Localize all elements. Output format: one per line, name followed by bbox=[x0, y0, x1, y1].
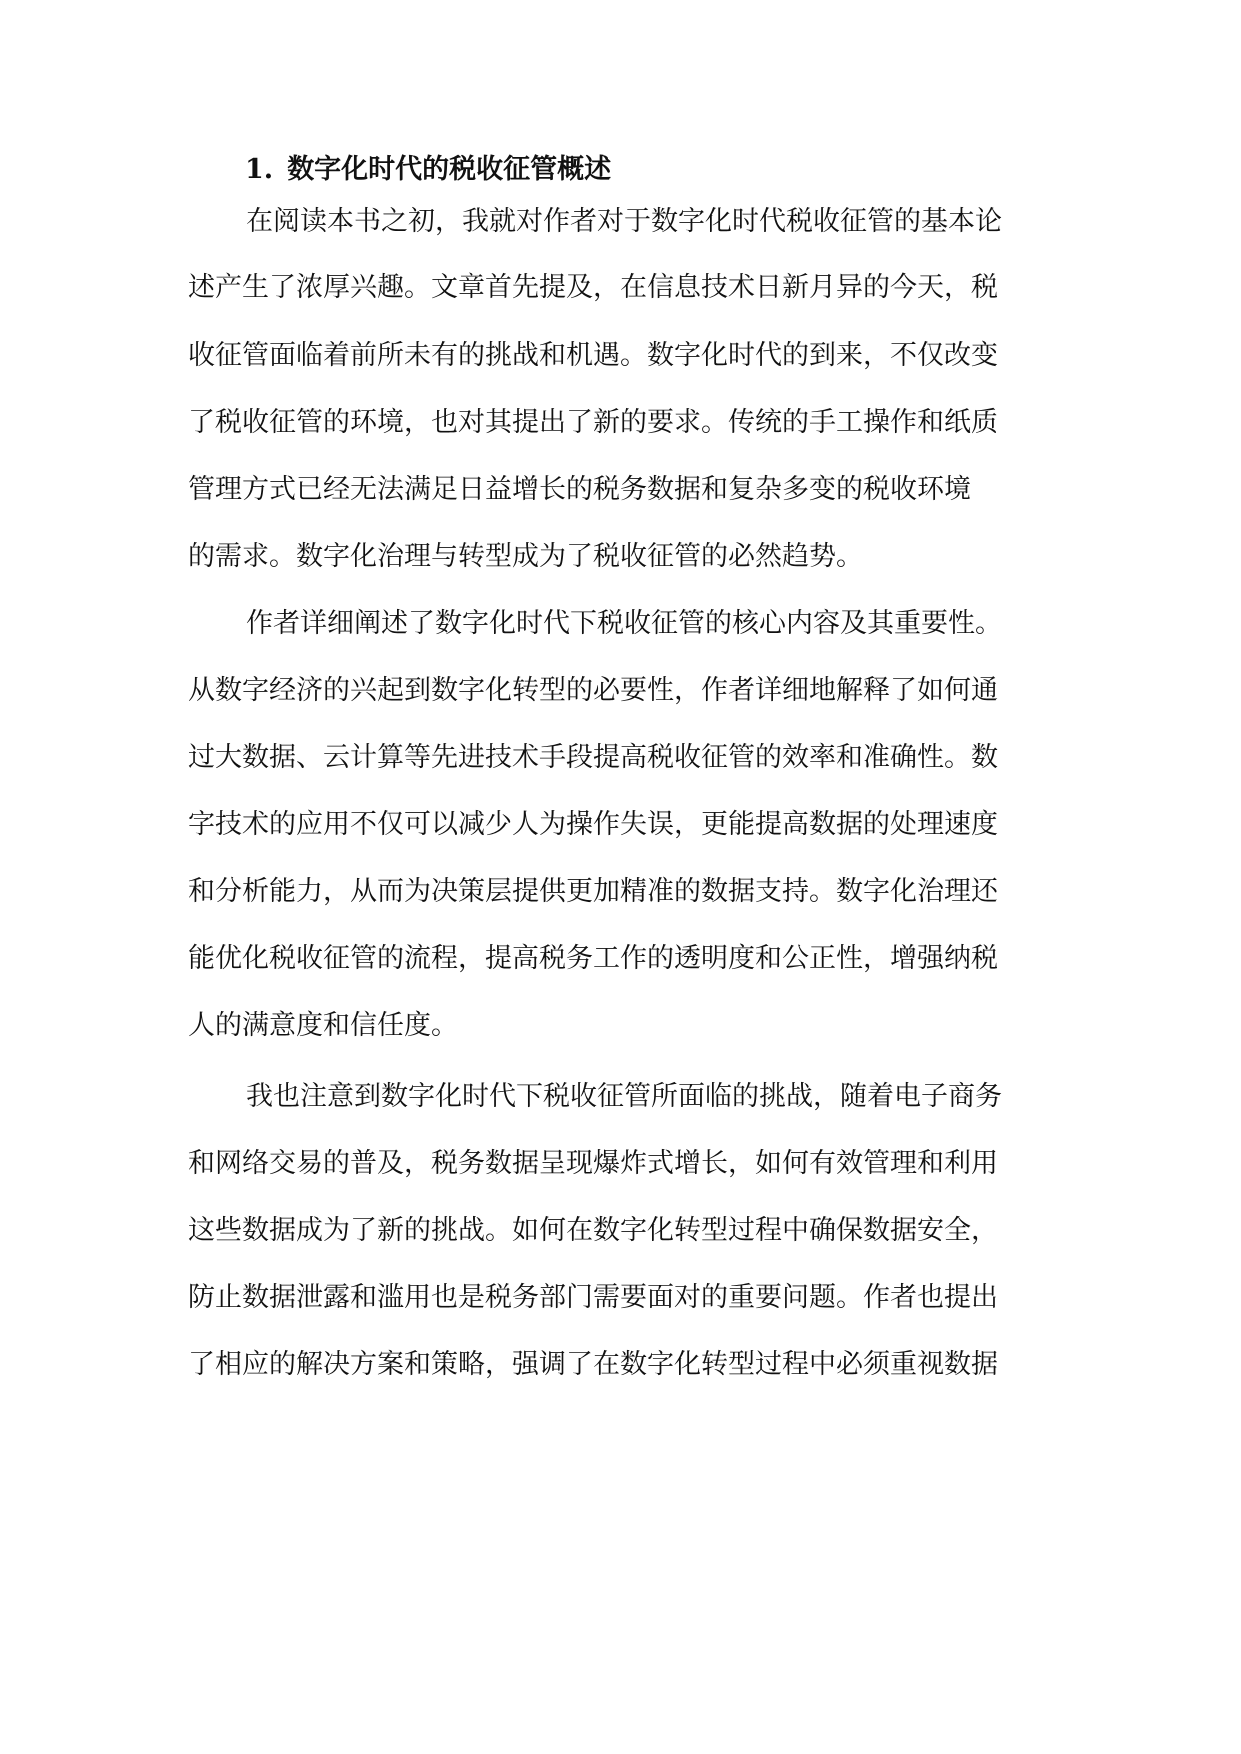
paragraph-line: 我也注意到数字化时代下税收征管所面临的挑战，随着电子商务 bbox=[246, 1081, 1002, 1112]
paragraph-line: 了相应的解决方案和策略，强调了在数字化转型过程中必须重视数据 bbox=[188, 1349, 998, 1380]
paragraph-line: 了税收征管的环境，也对其提出了新的要求。传统的手工操作和纸质 bbox=[188, 407, 998, 438]
paragraph-line: 在阅读本书之初，我就对作者对于数字化时代税收征管的基本论 bbox=[246, 206, 1002, 237]
paragraph-line: 字技术的应用不仅可以减少人为操作失误，更能提高数据的处理速度 bbox=[188, 809, 998, 840]
section-heading bbox=[245, 150, 611, 190]
paragraph-line: 和分析能力，从而为决策层提供更加精准的数据支持。数字化治理还 bbox=[188, 876, 998, 907]
paragraph-line: 述产生了浓厚兴趣。文章首先提及，在信息技术日新月异的今天，税 bbox=[188, 272, 998, 303]
paragraph-line: 这些数据成为了新的挑战。如何在数字化转型过程中确保数据安全， bbox=[188, 1215, 998, 1246]
section-number: 1. bbox=[245, 154, 274, 185]
paragraph-line: 防止数据泄露和滥用也是税务部门需要面对的重要问题。作者也提出 bbox=[188, 1282, 998, 1313]
paragraph-line: 过大数据、云计算等先进技术手段提高税收征管的效率和准确性。数 bbox=[188, 742, 998, 773]
section-title: 数字化时代的税收征管概述 bbox=[287, 154, 612, 185]
paragraph-line: 管理方式已经无法满足日益增长的税务数据和复杂多变的税收环境 bbox=[188, 474, 971, 505]
paragraph-line: 人的满意度和信任度。 bbox=[188, 1010, 458, 1041]
paragraph-line: 和网络交易的普及，税务数据呈现爆炸式增长，如何有效管理和利用 bbox=[188, 1148, 998, 1179]
paragraph-line: 收征管面临着前所未有的挑战和机遇。数字化时代的到来，不仅改变 bbox=[188, 340, 998, 371]
paragraph-line: 能优化税收征管的流程，提高税务工作的透明度和公正性，增强纳税 bbox=[188, 943, 998, 974]
paragraph-line: 的需求。数字化治理与转型成为了税收征管的必然趋势。 bbox=[188, 541, 863, 572]
paragraph-line: 作者详细阐述了数字化时代下税收征管的核心内容及其重要性。 bbox=[246, 608, 1002, 639]
paragraph-line: 从数字经济的兴起到数字化转型的必要性，作者详细地解释了如何通 bbox=[188, 675, 998, 706]
